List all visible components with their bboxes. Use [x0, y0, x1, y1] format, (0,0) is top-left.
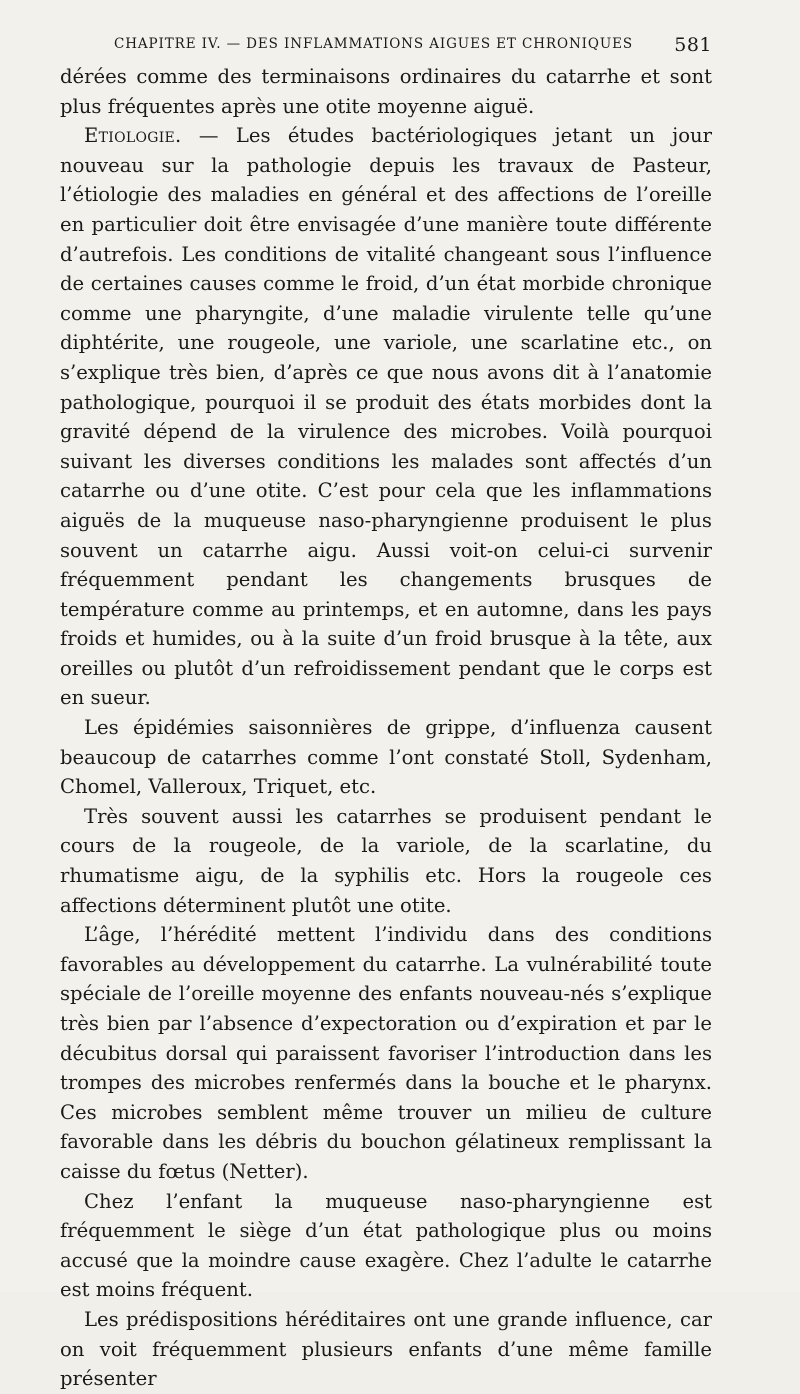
paragraph-age-heredite: L’âge, l’hérédité mettent l’individu dans des conditions favorables au développement du catarrhe. La vulnérabilité toute spéciale de l’oreille moyenne des enfants nouveau-nés s’explique très bien par l’absence d’expectoration ou d’expiration et par le décubitus dorsal qui paraissent favoriser l’introduction dans les trompes des microbes renfermés dans la bouche et le pharynx. Ces microbes semblent même trouver un milieu de culture favorable dans les débris du bouchon gélatineux remplissant la caisse du fœtus (Netter). — [60, 923, 712, 1183]
paragraph-maladies: Très souvent aussi les catarrhes se produisent pendant le cours de la rougeole, de la variole, de la scarlatine, du rhumatisme aigu, de la syphilis etc. Hors la rougeole ces affections déterminent plutôt une otite. — [60, 804, 712, 917]
paragraph-etiologie-text: — Les études bactériologiques jetant un jour nouveau sur la pathologie depuis les travaux de Pasteur, l’étiologie des maladies en général et des affections de l’oreille en particulier doit être envisagée d’une manière toute différente d’autrefois. Les conditions de vitalité changeant sous l’influence de certaines causes comme le froid, d’un état morbide chronique comme une pharyngite, d’une maladie virulente telle qu’une diphtérite, une rougeole, une variole, une scarlatine etc., on s’explique très bien, d’après ce que nous avons dit à l’anatomie pathologique, pourquoi il se produit des états morbides dont la gravité dépend de la virulence des microbes. Voilà pourquoi suivant les diverses conditions les malades sont affectés d’un catarrhe ou d’une otite. C’est pour cela que les inflammations aiguës de la muqueuse naso-pharyngienne produisent le plus souvent un catarrhe aigu. Aussi voit-on celui-ci survenir fréquemment pendant les changements brusques de température comme au printemps, et en automne, dans les pays froids et humides, ou à la suite d’un froid brusque à la tête, aux oreilles ou plutôt d’un refroidissement pendant que le corps est en sueur. — [60, 124, 712, 710]
running-title: CHAPITRE IV. — DES INFLAMMATIONS AIGUES ET CHRONIQUES — [114, 36, 634, 52]
body-text — [60, 62, 712, 1394]
page-number: 581 — [674, 34, 712, 56]
paragraph-etiologie — [60, 121, 712, 713]
paragraph-enfant: Chez l’enfant la muqueuse naso-pharyngienne est fréquemment le siège d’un état pathologique plus ou moins accusé que la moindre cause exagère. Chez l’adulte le catarrhe est moins fréquent. — [60, 1189, 712, 1302]
paragraph-continued: dérées comme des terminaisons ordinaires du catarrhe et sont plus fréquentes après une otite moyenne aiguë. — [60, 65, 712, 118]
section-heading-etiologie: Etiologie. — [84, 124, 182, 148]
paragraph-epidemies: Les épidémies saisonnières de grippe, d’influenza causent beaucoup de catarrhes comme l’ont constaté Stoll, Sydenham, Chomel, Valleroux, Triquet, etc. — [60, 716, 712, 799]
paragraph-predispositions: Les prédispositions héréditaires ont une grande influence, car on voit fréquemment plusieurs enfants d’une même famille présenter — [60, 1307, 712, 1391]
running-head — [60, 34, 712, 56]
